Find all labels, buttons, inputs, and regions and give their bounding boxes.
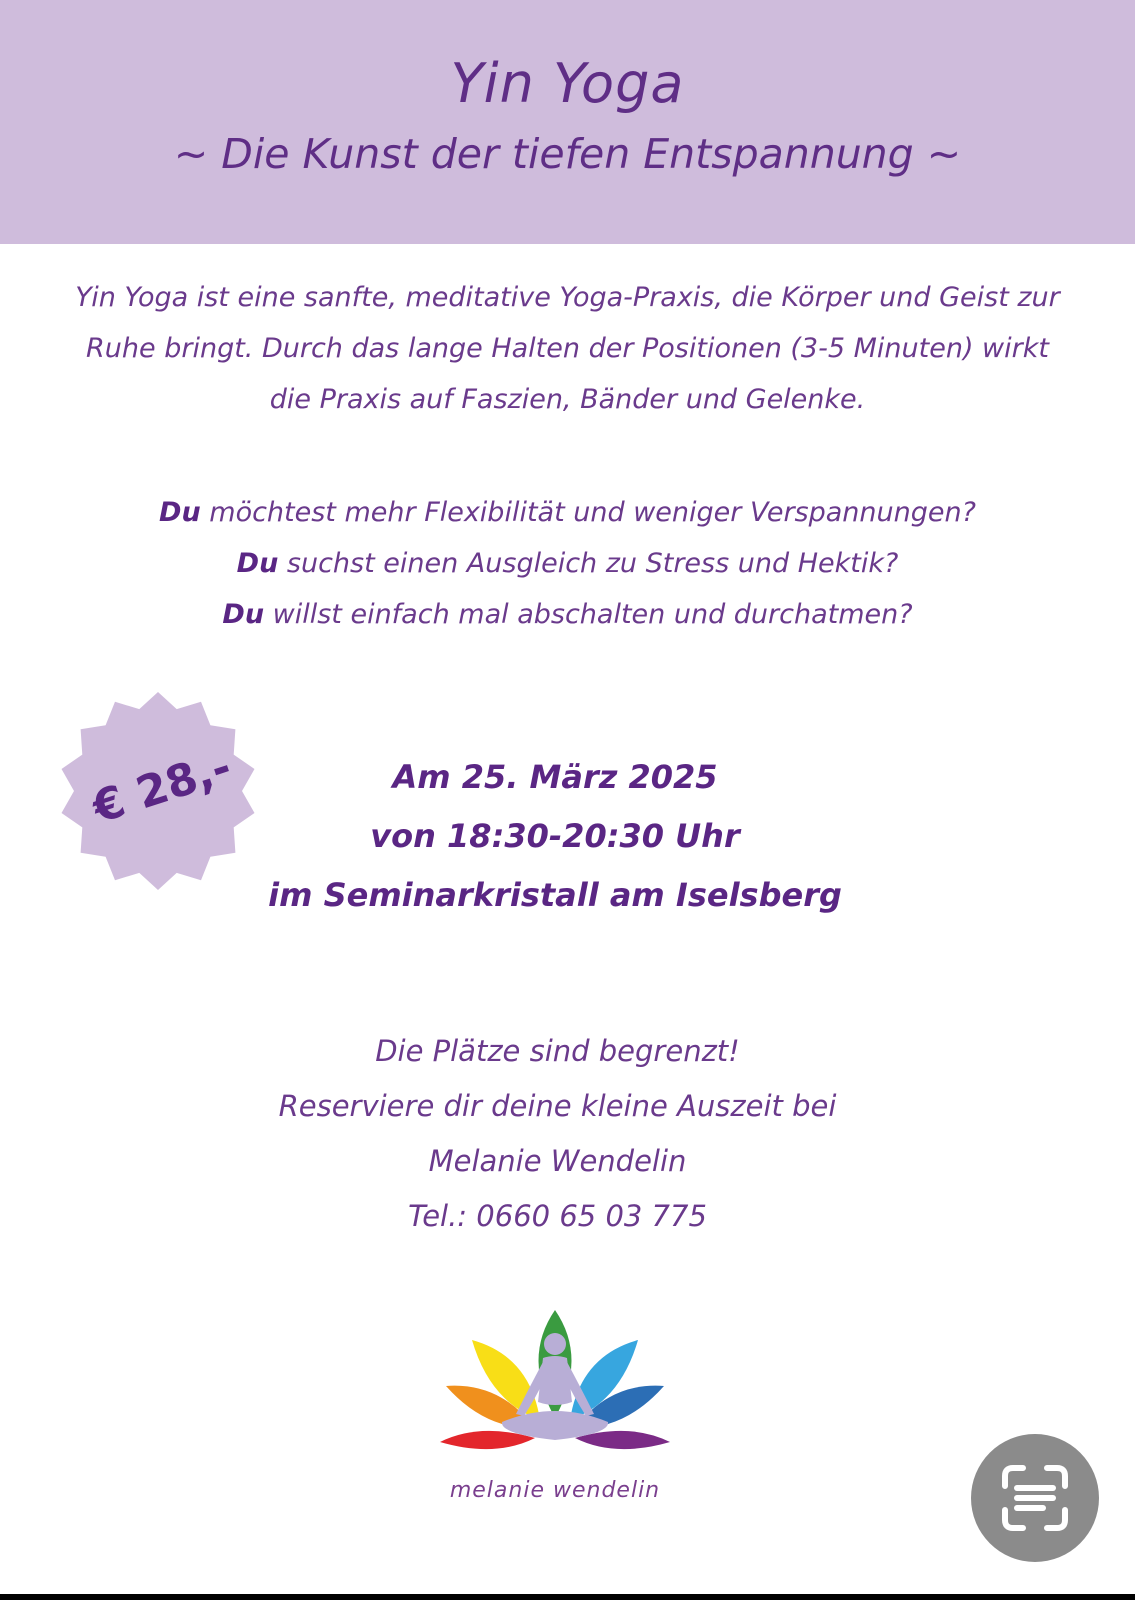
bottom-edge-bar	[0, 1594, 1135, 1600]
event-details	[190, 748, 920, 925]
question-bold: Du	[159, 497, 201, 528]
question-bold: Du	[236, 548, 279, 579]
text-scan-button[interactable]	[971, 1434, 1099, 1562]
page-subtitle: ~ Die Kunst der tiefen Entspannung ~	[173, 130, 962, 178]
contact-name: Melanie Wendelin	[428, 1144, 687, 1178]
text-scan-icon	[971, 1434, 1099, 1562]
intro-line: Ruhe bringt. Durch das lange Halten der Positionen (3-5 Minuten) wirkt	[86, 333, 1049, 364]
intro-line: Yin Yoga ist eine sanfte, meditative Yoga-Praxis, die Körper und Geist zur	[75, 282, 1060, 313]
event-time: von 18:30-20:30 Uhr	[370, 817, 740, 855]
logo-text: melanie wendelin	[449, 1478, 661, 1503]
page-title: Yin Yoga	[450, 52, 685, 115]
lotus-meditation-icon	[440, 1310, 670, 1470]
event-date: Am 25. März 2025	[392, 758, 718, 796]
intro-line: die Praxis auf Faszien, Bänder und Gelenke.	[269, 384, 866, 415]
price-label: € 28,-	[86, 741, 238, 834]
header-banner	[0, 0, 1135, 244]
reservation-text: Reserviere dir deine kleine Auszeit bei	[278, 1089, 837, 1123]
question-line	[40, 589, 1095, 640]
intro-paragraph	[40, 272, 1095, 425]
question-line	[40, 487, 1095, 538]
question-text: suchst einen Ausgleich zu Stress und Hektik?	[278, 548, 899, 579]
question-text: möchtest mehr Flexibilität und weniger Verspannungen?	[200, 497, 976, 528]
questions-block	[40, 487, 1095, 640]
reservation-limit: Die Plätze sind begrenzt!	[375, 1034, 740, 1068]
reservation-info	[140, 1024, 975, 1244]
contact-phone: Tel.: 0660 65 03 775	[408, 1199, 707, 1233]
question-bold: Du	[222, 599, 265, 630]
question-text: willst einfach mal abschalten und durchatmen?	[264, 599, 913, 630]
question-line	[40, 538, 1095, 589]
event-location: im Seminarkristall am Iselsberg	[268, 876, 842, 914]
